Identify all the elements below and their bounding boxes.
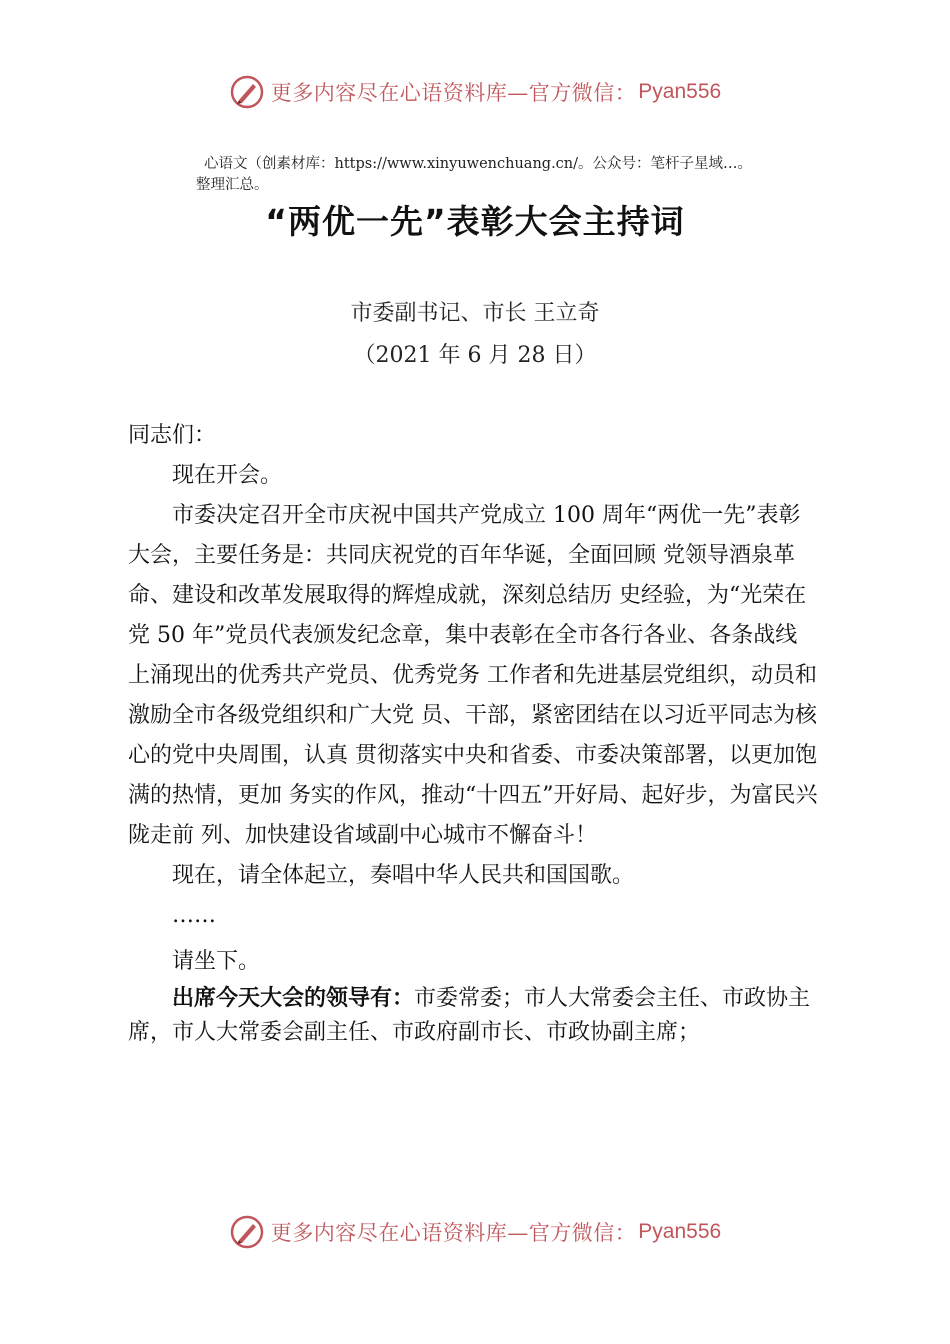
paragraph: 请坐下。 [172, 949, 261, 974]
pen-logo-icon [229, 1214, 265, 1250]
source-note [196, 154, 856, 196]
watermark-id: Pyan556 [638, 80, 722, 103]
salutation: 同志们： [128, 423, 217, 448]
leaders-label: 出席今天大会的领导有： [172, 986, 415, 1011]
watermark-text: 更多内容尽在心语资料库—官方微信： [270, 81, 637, 105]
document-date: （2021 年 6 月 28 日） [353, 343, 597, 368]
watermark-header [0, 72, 950, 112]
pen-logo-icon [229, 74, 265, 110]
document-author: 市委副书记、市长 王立奇 [350, 301, 600, 326]
watermark-text: 更多内容尽在心语资料库—官方微信： [270, 1221, 637, 1245]
paragraph: 现在开会。 [172, 463, 283, 488]
document-title: “两优一先”表彰大会主持词 [265, 202, 685, 241]
watermark-footer [0, 1212, 950, 1252]
paragraph: 现在，请全体起立，奏唱中华人民共和国国歌。 [172, 863, 635, 888]
leaders-paragraph [128, 982, 818, 1050]
document-body [128, 416, 818, 1050]
leaders-text: 市委常委；市人大常委会主任、市政协主席，市人大常委会副主任、市政府副市长、市政协副主席； [128, 986, 811, 1045]
source-line-2: 整理汇总。 [196, 177, 269, 193]
watermark-id: Pyan556 [638, 1220, 722, 1243]
paragraph: …… [172, 903, 216, 928]
source-line-1: 心语文（创素材库：https://www.xinyuwenchuang.cn/。公众号：笔杆子星域…。 [204, 156, 753, 172]
paragraph: 市委决定召开全市庆祝中国共产党成立 100 周年“两优一先”表彰大会，主要任务是：共同庆祝党的百年华诞，全面回顾 党领导酒泉革命、建设和改革发展取得的辉煌成就，深刻总结历 史经验，为“光荣在党 50 年”党员代表颁发纪念章，集中表彰在全市各行各业、各条战线上涌现出的优秀共产党员、优秀党务 工作者和先进基层党组织，动员和激励全市各级党组织和广大党 员、干部，紧密团结在以习近平同志为核心的党中央周围，认真 贯彻落实中央和省委、市委决策部署，以更加饱满的热情，更加 务实的作风，推动“十四五”开好局、起好步，为富民兴陇走前 列、加快建设省域副中心城市不懈奋斗！ [128, 503, 818, 848]
